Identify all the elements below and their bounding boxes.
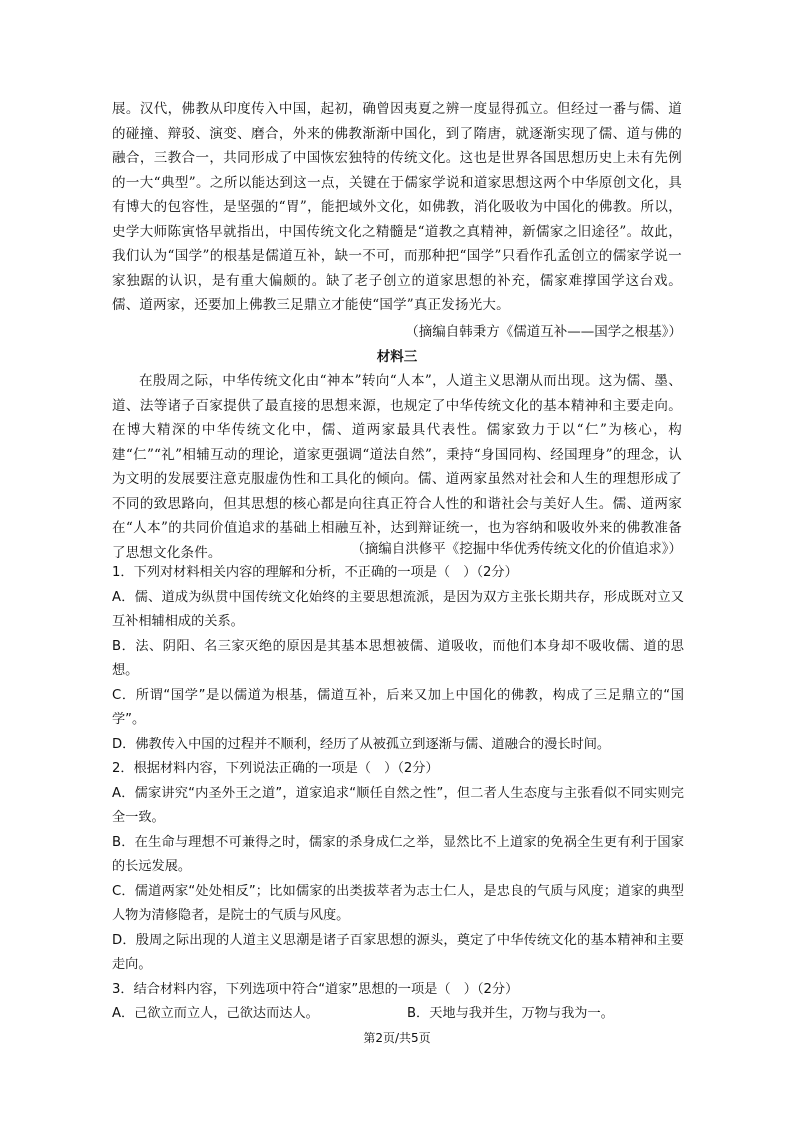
question-1-option-d[interactable]: D．佛教传入中国的过程并不顺利，经历了从被孤立到逐渐与儒、道融合的漫长时间。 xyxy=(112,736,611,752)
question-2-option-b[interactable]: B．在生命与理想不可兼得之时，儒家的杀身成仁之举，显然比不上道家的免祸全生更有利于国家的长远发展。 xyxy=(112,834,684,874)
question-1-option-c[interactable]: C．所谓“国学”是以儒道为根基，儒道互补，后来又加上中国化的佛教，构成了三足鼎立的“国学”。 xyxy=(112,687,684,727)
question-3-options-row xyxy=(112,1002,684,1027)
question-2-option-d[interactable]: D．殷周之际出现的人道主义思潮是诸子百家思想的源头，奠定了中华传统文化的基本精神和主要走向。 xyxy=(112,932,684,972)
page-footer: 第2页/共5页 xyxy=(363,1031,431,1045)
question-1-option-a[interactable]: A．儒、道成为纵贯中国传统文化始终的主要思想流派，是因为双方主张长期共存，形成既对立又互补相辅相成的关系。 xyxy=(112,589,684,629)
question-2-option-a[interactable]: A．儒家讲究“内圣外王之道”，道家追求“顺任自然之性”，但二者人生态度与主张看似不同实则完全一致。 xyxy=(112,785,684,825)
question-list xyxy=(112,561,684,1027)
material-3-source: （摘编自洪修平《挖掘中华优秀传统文化的价值追求》） xyxy=(351,541,682,557)
question-3-option-b[interactable]: B．天地与我并生，万物与我为一。 xyxy=(407,1006,614,1021)
question-1-stem: 1．下列对材料相关内容的理解和分析，不正确的一项是（ ）（2分） xyxy=(112,565,518,580)
material-2-tail xyxy=(112,97,682,318)
material-2-paragraph: 展。汉代，佛教从印度传入中国，起初，确曾因夷夏之辨一度显得孤立。但经过一番与儒、道的碰撞、辩驳、演变、磨合，外来的佛教渐渐中国化，到了隋唐，就逐渐实现了儒、道与佛的融合，三教合一，共同形成了中国恢宏独特的传统文化。这也是世界各国思想历史上未有先例的一大“典型”。之所以能达到这一点，关键在于儒家学说和道家思想这两个中华原创文化，具有博大的包容性，是坚强的“胃”，能把域外文化，如佛教，消化吸收为中国化的佛教。所以，史学大师陈寅恪早就指出，中国传统文化之精髓是“道教之真精神，新儒家之旧途径”。故此，我们认为“国学”的根基是儒道互补，缺一不可，而那种把“国学”只看作孔孟创立的儒家学说一家独踞的认识，是有重大偏颇的。缺了老子创立的道家思想的补充，儒家难撑国学这台戏。儒、道两家，还要加上佛教三足鼎立才能使“国学”真正发扬光大。 xyxy=(112,101,682,313)
material-3-heading: 材料三 xyxy=(376,349,418,365)
question-1-option-b[interactable]: B．法、阴阳、名三家灭绝的原因是其基本思想被儒、道吸收，而他们本身却不吸收儒、道的思想。 xyxy=(112,638,684,678)
material-2-source: （摘编自韩秉方《儒道互补——国学之根基》） xyxy=(405,324,682,340)
question-3-option-a[interactable]: A．己欲立而立人，己欲达而达人。 xyxy=(112,1006,319,1021)
material-3 xyxy=(112,369,682,565)
question-3-stem: 3．结合材料内容，下列选项中符合“道家”思想的一项是（ ）（2分） xyxy=(112,981,519,997)
question-2-option-c[interactable]: C．儒道两家“处处相反”；比如儒家的出类拔萃者为志士仁人，是忠良的气质与风度；道家的典型人物为清修隐者，是院士的气质与风度。 xyxy=(112,883,684,923)
question-2-stem: 2．根据材料内容，下列说法正确的一项是（ ）（2分） xyxy=(112,761,439,776)
material-3-paragraph: 在殷周之际，中华传统文化由“神本”转向“人本”，人道主义思潮从而出现。这为儒、墨、道、法等诸子百家提供了最直接的思想来源，也规定了中华传统文化的基本精神和主要走向。在博大精深的中华传统文化中，儒、道两家最具代表性。儒家致力于以“仁”为核心，构建“仁”“礼”相辅互动的理论，道家更强调“道法自然”，秉持“身国同构、经国理身”的理念，认为文明的发展要注意克服虚伪性和工具化的倾向。儒、道两家虽然对社会和人生的理想形成了不同的致思路向，但其思想的核心都是向往真正符合人性的和谐社会与美好人生。儒、道两家在“人本”的共同价值追求的基础上相融互补，达到辩证统一，也为容纳和吸收外来的佛教准备了思想文化条件。 xyxy=(112,373,682,561)
